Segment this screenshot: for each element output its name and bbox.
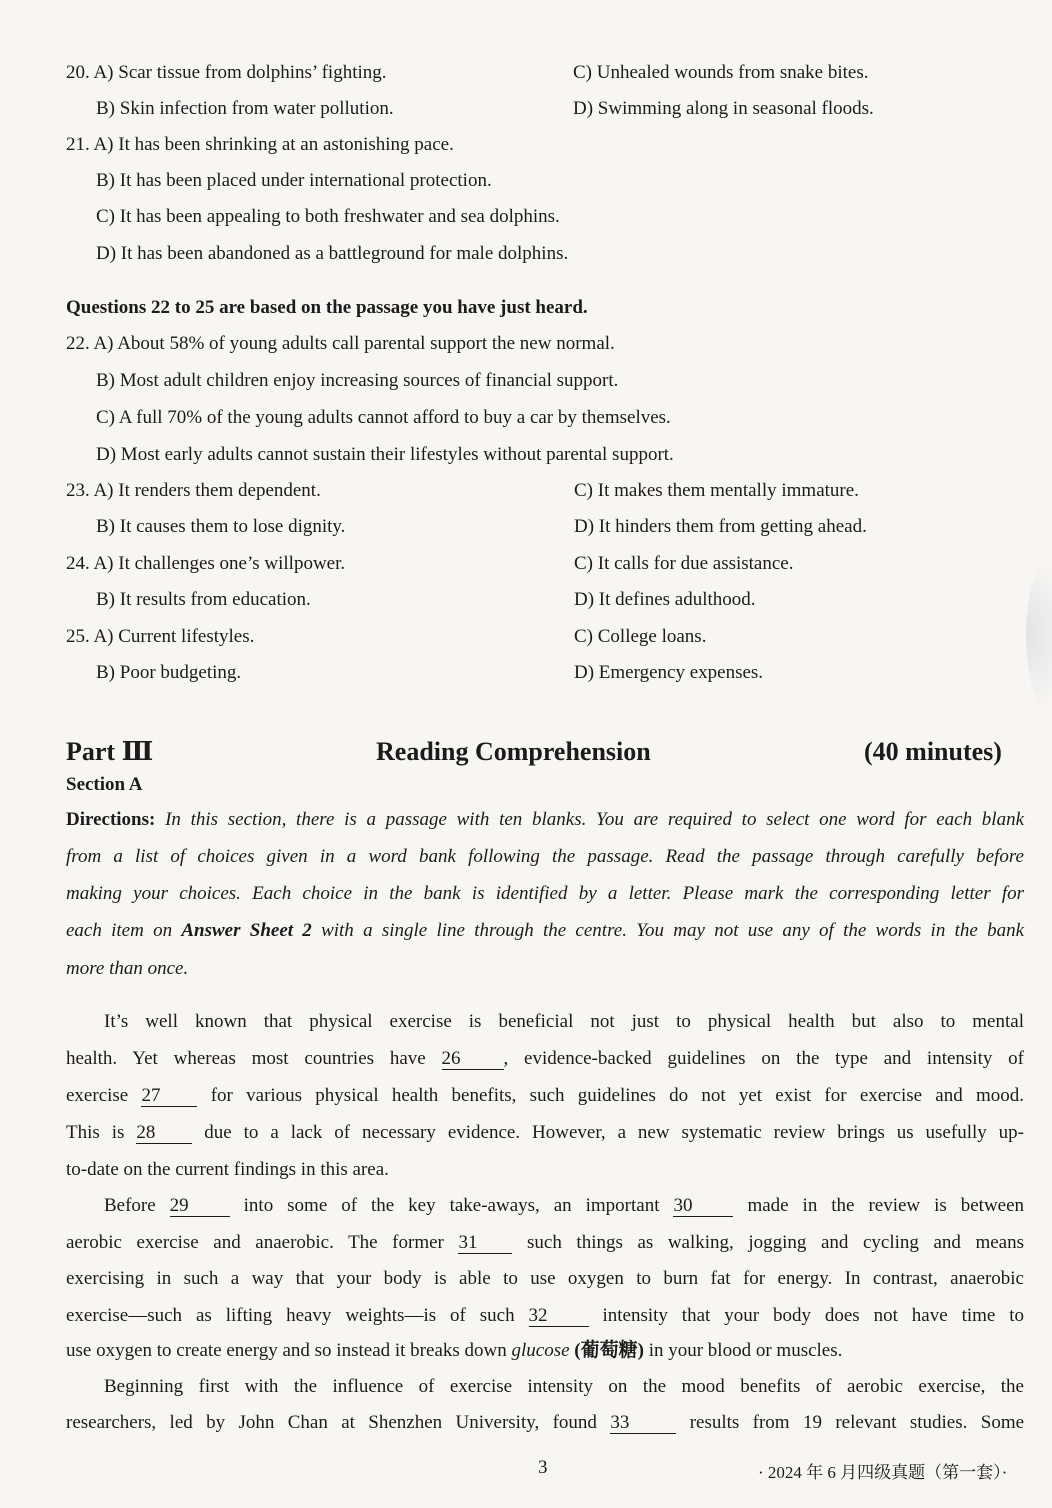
- q24-option-d: D) It defines adulthood.: [574, 589, 756, 610]
- page-number: 3: [538, 1457, 548, 1478]
- passage-p1-line-1: It’s well known that physical exercise is beneficial not just to physical health but also to mental: [104, 1011, 1024, 1032]
- passage-p1-line-2: health. Yet whereas most countries have 26 , evidence-backed guidelines on the type and intensity of: [66, 1048, 1024, 1069]
- part-label: Part Ⅲ: [66, 737, 154, 766]
- section-label: Section A: [66, 774, 143, 795]
- q21-option-d: D) It has been abandoned as a battleground for male dolphins.: [96, 243, 569, 264]
- part-time: (40 minutes): [864, 737, 1002, 766]
- passage-p1-line-3: exercise 27 for various physical health benefits, such guidelines do not yet exist for exercise and mood.: [66, 1085, 1025, 1106]
- q21-option-b: B) It has been placed under international protection.: [96, 170, 492, 191]
- passage-p2-line-3: exercising in such a way that your body is able to use oxygen to burn fat for energy. In contrast, anaerobic: [66, 1268, 1024, 1289]
- blank-26[interactable]: 26: [442, 1049, 504, 1070]
- directions-line-4: each item on Answer Sheet 2 with a single line through the centre. You may not use any of the words in the bank: [66, 920, 1025, 941]
- glucose-term: glucose: [511, 1340, 570, 1361]
- blank-28[interactable]: 28: [136, 1123, 192, 1144]
- blank-31[interactable]: 31: [458, 1233, 512, 1254]
- q25-option-a: 25. A) Current lifestyles.: [66, 626, 255, 647]
- blank-27[interactable]: 27: [141, 1086, 197, 1107]
- blank-33[interactable]: 33: [610, 1413, 676, 1434]
- q20-option-b: B) Skin infection from water pollution.: [96, 98, 394, 119]
- q23-option-a: 23. A) It renders them dependent.: [66, 480, 321, 501]
- passage-p2-line-4: exercise—such as lifting heavy weights—is of such 32 intensity that your body does not have time to: [66, 1305, 1025, 1326]
- part-title: Reading Comprehension: [376, 737, 651, 766]
- q23-option-c: C) It makes them mentally immature.: [574, 480, 859, 501]
- directions-line-5: more than once.: [66, 958, 189, 979]
- q20-option-c: C) Unhealed wounds from snake bites.: [573, 62, 869, 83]
- passage-p2-line-5: use oxygen to create energy and so instead it breaks down glucose (葡萄糖) in your blood or muscles.: [66, 1340, 843, 1361]
- q21-option-a: 21. A) It has been shrinking at an astonishing pace.: [66, 134, 454, 155]
- q23-option-d: D) It hinders them from getting ahead.: [574, 516, 867, 537]
- q24-option-a: 24. A) It challenges one’s willpower.: [66, 553, 346, 574]
- q21-option-c: C) It has been appealing to both freshwater and sea dolphins.: [96, 206, 560, 227]
- directions-label: Directions:: [66, 809, 156, 830]
- q20-option-d: D) Swimming along in seasonal floods.: [573, 98, 874, 119]
- directions-line-1: Directions: In this section, there is a passage with ten blanks. You are required to select one word for each blank: [66, 809, 1025, 830]
- q25-option-c: C) College loans.: [574, 626, 707, 647]
- exam-label: · 2024 年 6 月四级真题（第一套）·: [758, 1463, 1008, 1482]
- passage-p1-line-4: This is 28 due to a lack of necessary evidence. However, a new systematic review brings us usefully up-: [66, 1122, 1025, 1143]
- blank-32[interactable]: 32: [529, 1306, 589, 1327]
- q23-option-b: B) It causes them to lose dignity.: [96, 516, 346, 537]
- page-edge-shadow: [1026, 560, 1052, 710]
- passage-p2-line-2: aerobic exercise and anaerobic. The former 31 such things as walking, jogging and cycling and means: [66, 1232, 1025, 1253]
- answer-sheet-ref: Answer Sheet 2: [181, 920, 312, 941]
- q20-option-a: 20. A) Scar tissue from dolphins’ fighting.: [66, 62, 387, 83]
- q22-option-a: 22. A) About 58% of young adults call parental support the new normal.: [66, 333, 615, 354]
- glucose-chinese-gloss: (葡萄糖): [574, 1340, 644, 1361]
- questions-heading: Questions 22 to 25 are based on the passage you have just heard.: [66, 297, 588, 318]
- blank-29[interactable]: 29: [170, 1196, 230, 1217]
- q22-option-b: B) Most adult children enjoy increasing sources of financial support.: [96, 370, 619, 391]
- q22-option-c: C) A full 70% of the young adults cannot afford to buy a car by themselves.: [96, 407, 671, 428]
- q25-option-d: D) Emergency expenses.: [574, 662, 764, 683]
- directions-line-3: making your choices. Each choice in the bank is identified by a letter. Please mark the corresponding letter for: [66, 883, 1024, 904]
- q24-option-b: B) It results from education.: [96, 589, 311, 610]
- passage-p3-line-2: researchers, led by John Chan at Shenzhen University, found 33 results from 19 relevant studies. Some: [66, 1412, 1025, 1433]
- passage-p3-line-1: Beginning first with the influence of exercise intensity on the mood benefits of aerobic exercise, the: [104, 1376, 1024, 1397]
- directions-line-2: from a list of choices given in a word bank following the passage. Read the passage through carefully before: [66, 846, 1024, 867]
- q25-option-b: B) Poor budgeting.: [96, 662, 242, 683]
- passage-p1-line-5: to-date on the current findings in this area.: [66, 1159, 389, 1180]
- q22-option-d: D) Most early adults cannot sustain their lifestyles without parental support.: [96, 444, 674, 465]
- blank-30[interactable]: 30: [673, 1196, 733, 1217]
- passage-p2-line-1: Before 29 into some of the key take-aways, an important 30 made in the review is between: [104, 1195, 1025, 1216]
- q24-option-c: C) It calls for due assistance.: [574, 553, 794, 574]
